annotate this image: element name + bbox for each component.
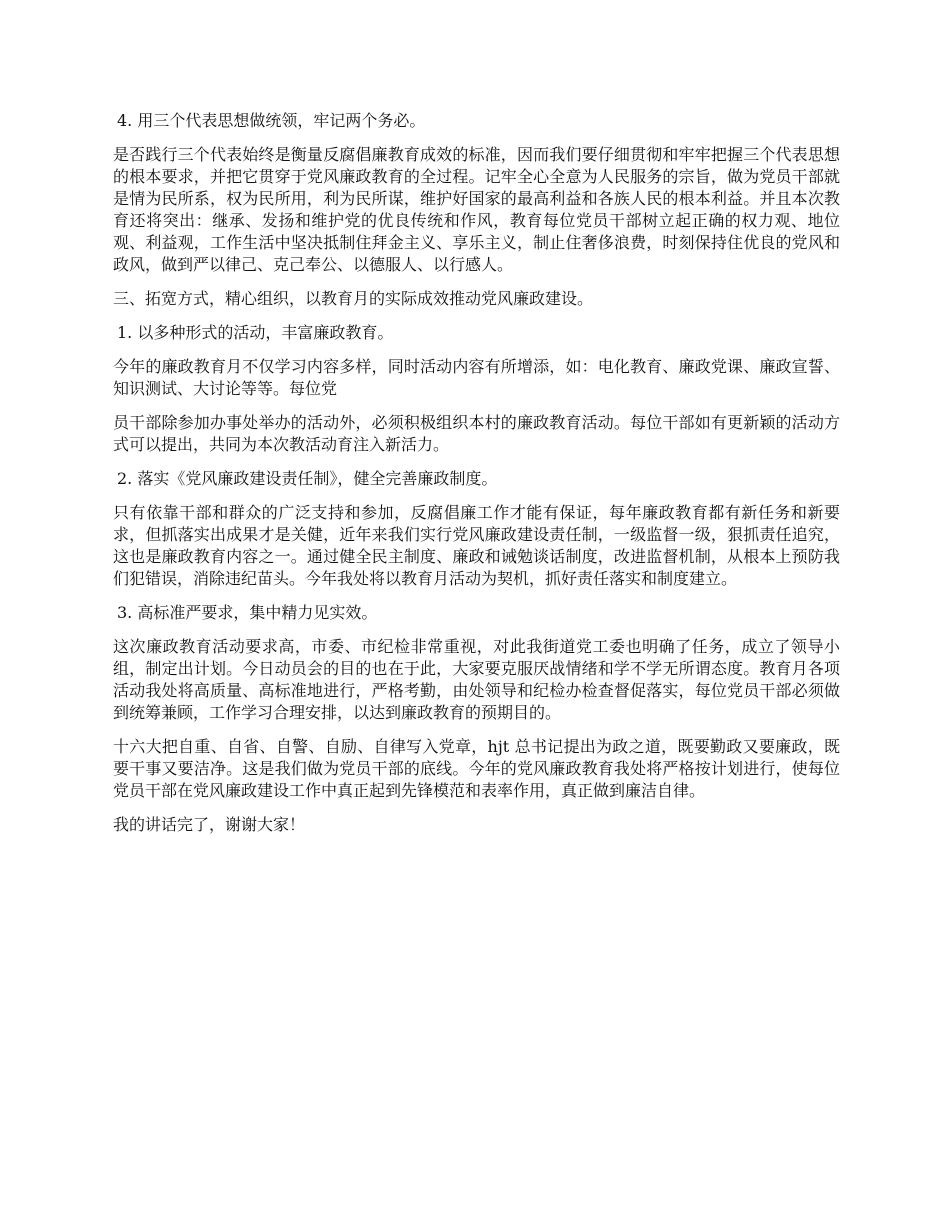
paragraph-body: 只有依靠干部和群众的广泛支持和参加，反腐倡廉工作才能有保证，每年廉政教育都有新任务和新要求，但抓落实出成果才是关健，近年来我们实行党风廉政建设责任制，一级监督一级，狠抓责任追究，这也是廉政教育内容之一。通过健全民主制度、廉政和诫勉谈话制度，改进监督机制，从根本上预防我们犯错误，消除违纪苗头。今年我处将以教育月活动为契机，抓好责任落实和制度建立。 [113, 503, 840, 588]
document-page [113, 110, 840, 848]
paragraph-heading-1: 1. 以多种形式的活动，丰富廉政教育。 [117, 323, 394, 342]
paragraph-heading-2: 2. 落实《党风廉政建设责任制》，健全完善廉政制度。 [117, 469, 498, 488]
paragraph-body: 是否践行三个代表始终是衡量反腐倡廉教育成效的标准，因而我们要仔细贯彻和牢牢把握三个代表思想的根本要求，并把它贯穿于党风廉政教育的全过程。记牢全心全意为人民服务的宗旨，做为党员干部就是情为民所系，权为民所用，利为民所谋，维护好国家的最高利益和各族人民的根本利益。并且本次教育还将突出：继承、发扬和维护党的优良传统和作风，教育每位党员干部树立起正确的权力观、地位观、利益观，工作生活中坚决抵制住拜金主义、享乐主义，制止住奢侈浪费，时刻保持住优良的党风和政风，做到严以律己、克己奉公、以德服人、以行感人。 [113, 145, 840, 274]
paragraph-body: 十六大把自重、自省、自警、自励、自律写入党章，hjt 总书记提出为政之道，既要勤政又要廉政，既要干事又要洁净。这是我们做为党员干部的底线。今年的党风廉政教育我处将严格按计划进行，使每位党员干部在党风廉政建设工作中真正起到先锋模范和表率作用，真正做到廉洁自律。 [113, 737, 840, 800]
paragraph-body: 员干部除参加办事处举办的活动外，必须积极组织本村的廉政教育活动。每位干部如有更新颖的活动方式可以提出，共同为本次教活动育注入新活力。 [113, 413, 840, 454]
closing-remark: 我的讲话完了，谢谢大家！ [113, 815, 306, 834]
paragraph-body: 今年的廉政教育月不仅学习内容多样，同时活动内容有所增添，如：电化教育、廉政党课、廉政宣誓、知识测试、大讨论等等。每位党 [113, 357, 840, 398]
paragraph-body: 这次廉政教育活动要求高，市委、市纪检非常重视，对此我街道党工委也明确了任务，成立了领导小组，制定出计划。今日动员会的目的也在于此，大家要克服厌战情绪和学不学无所谓态度。教育月各项活动我处将高质量、高标准地进行，严格考勤，由处领导和纪检办检查督促落实，每位党员干部必须做到统筹兼顾，工作学习合理安排，以达到廉政教育的预期目的。 [113, 637, 840, 722]
paragraph-heading-4: 4. 用三个代表思想做统领，牢记两个务必。 [117, 111, 426, 130]
section-heading-3: 三、拓宽方式，精心组织，以教育月的实际成效推动党风廉政建设。 [113, 289, 594, 308]
paragraph-heading-3: 3. 高标准严要求，集中精力见实效。 [117, 603, 378, 622]
